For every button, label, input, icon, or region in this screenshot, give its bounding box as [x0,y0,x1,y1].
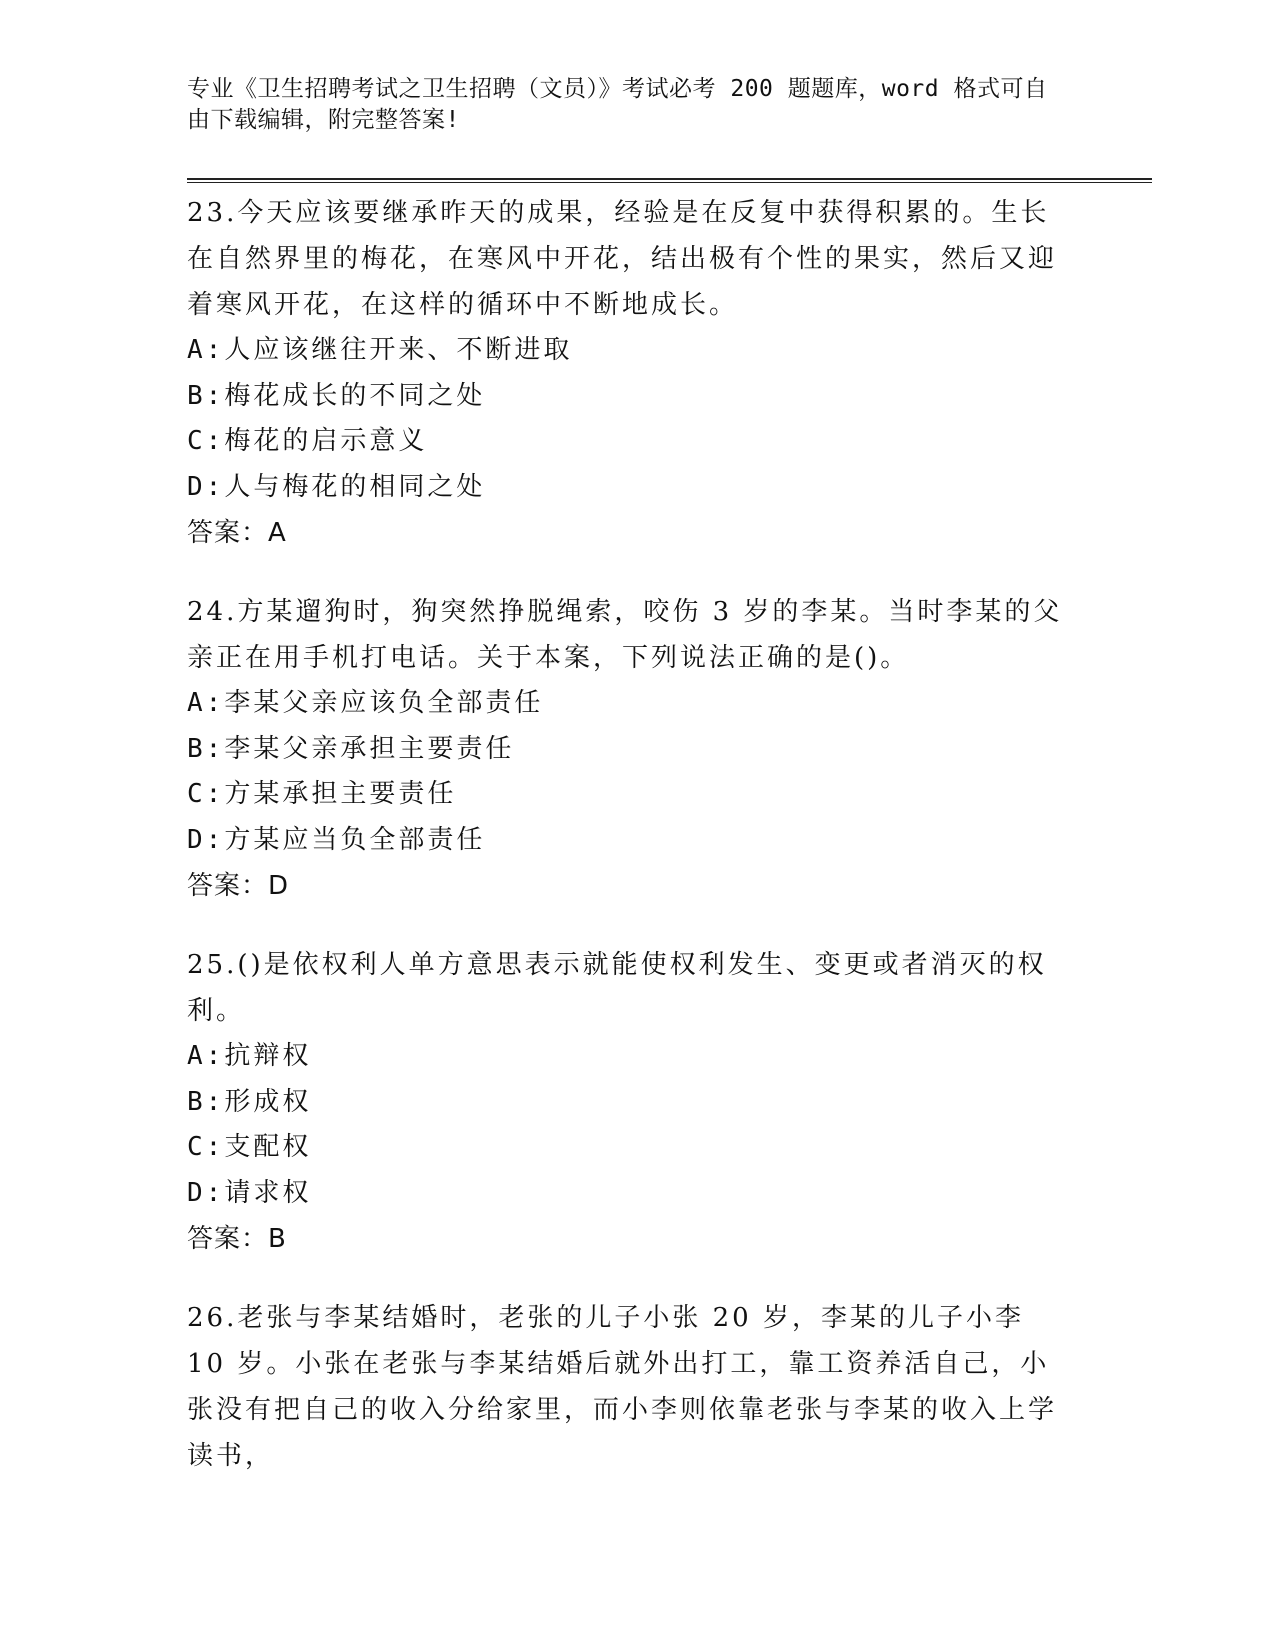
option-b [187,374,1072,420]
option-text: 梅花的启示意义 [224,426,428,456]
question-23 [187,190,1072,556]
option-key: D: [187,824,225,855]
question-text: 25.()是依权利人单方意思表示就能使权利发生、变更或者消灭的权利。 [187,950,1047,1026]
answer-line: 答案：B [187,1224,287,1254]
option-text: 支配权 [224,1132,312,1162]
answer-line: 答案：A [187,518,287,548]
option-c [187,419,1072,465]
question-text: 24.方某遛狗时，狗突然挣脱绳索，咬伤 3 岁的李某。当时李某的父亲正在用手机打电话。关于本案，下列说法正确的是()。 [187,597,1063,673]
option-c [187,1125,1072,1171]
option-text: 方某应当负全部责任 [224,824,486,855]
option-key: D: [187,471,225,502]
option-key: C: [187,1132,225,1162]
option-a [187,681,1072,727]
option-text: 方某承担主要责任 [224,779,457,809]
option-key: A: [187,335,225,365]
option-key: B: [187,733,225,764]
option-key: B: [187,1086,225,1117]
option-text: 抗辩权 [224,1041,312,1071]
option-text: 李某父亲应该负全部责任 [224,688,544,718]
question-25 [187,942,1072,1262]
question-list [187,190,1072,1512]
option-text: 人与梅花的相同之处 [224,471,486,502]
question-text: 23.今天应该要继承昨天的成果，经验是在反复中获得积累的。生长在自然界里的梅花，在寒风中开花，结出极有个性的果实，然后又迎着寒风开花，在这样的循环中不断地成长。 [187,198,1058,320]
option-key: D: [187,1177,225,1208]
option-c [187,772,1072,818]
option-text: 请求权 [224,1177,312,1208]
option-key: A: [187,1041,225,1071]
header-divider [187,178,1152,183]
option-b [187,727,1072,773]
question-26 [187,1295,1072,1479]
option-key: B: [187,380,225,411]
document-header: 专业《卫生招聘考试之卫生招聘（文员）》考试必考 200 题题库，word 格式可自由下载编辑，附完整答案! [187,76,1048,133]
option-d [187,818,1072,864]
option-text: 梅花成长的不同之处 [224,380,486,411]
option-d [187,465,1072,511]
question-24 [187,589,1072,909]
option-b [187,1080,1072,1126]
option-text: 形成权 [224,1086,312,1117]
option-key: A: [187,688,225,718]
option-key: C: [187,779,225,809]
question-text: 26.老张与李某结婚时，老张的儿子小张 20 岁，李某的儿子小李 10 岁。小张在老张与李某结婚后就外出打工，靠工资养活自己，小张没有把自己的收入分给家里，而小李则依靠老张与李某的收入上学读书， [187,1303,1058,1471]
answer-line: 答案：D [187,871,290,901]
option-text: 李某父亲承担主要责任 [224,733,515,764]
option-key: C: [187,426,225,456]
option-a [187,1034,1072,1080]
option-a [187,328,1072,374]
option-d [187,1171,1072,1217]
option-text: 人应该继往开来、不断进取 [224,335,573,365]
